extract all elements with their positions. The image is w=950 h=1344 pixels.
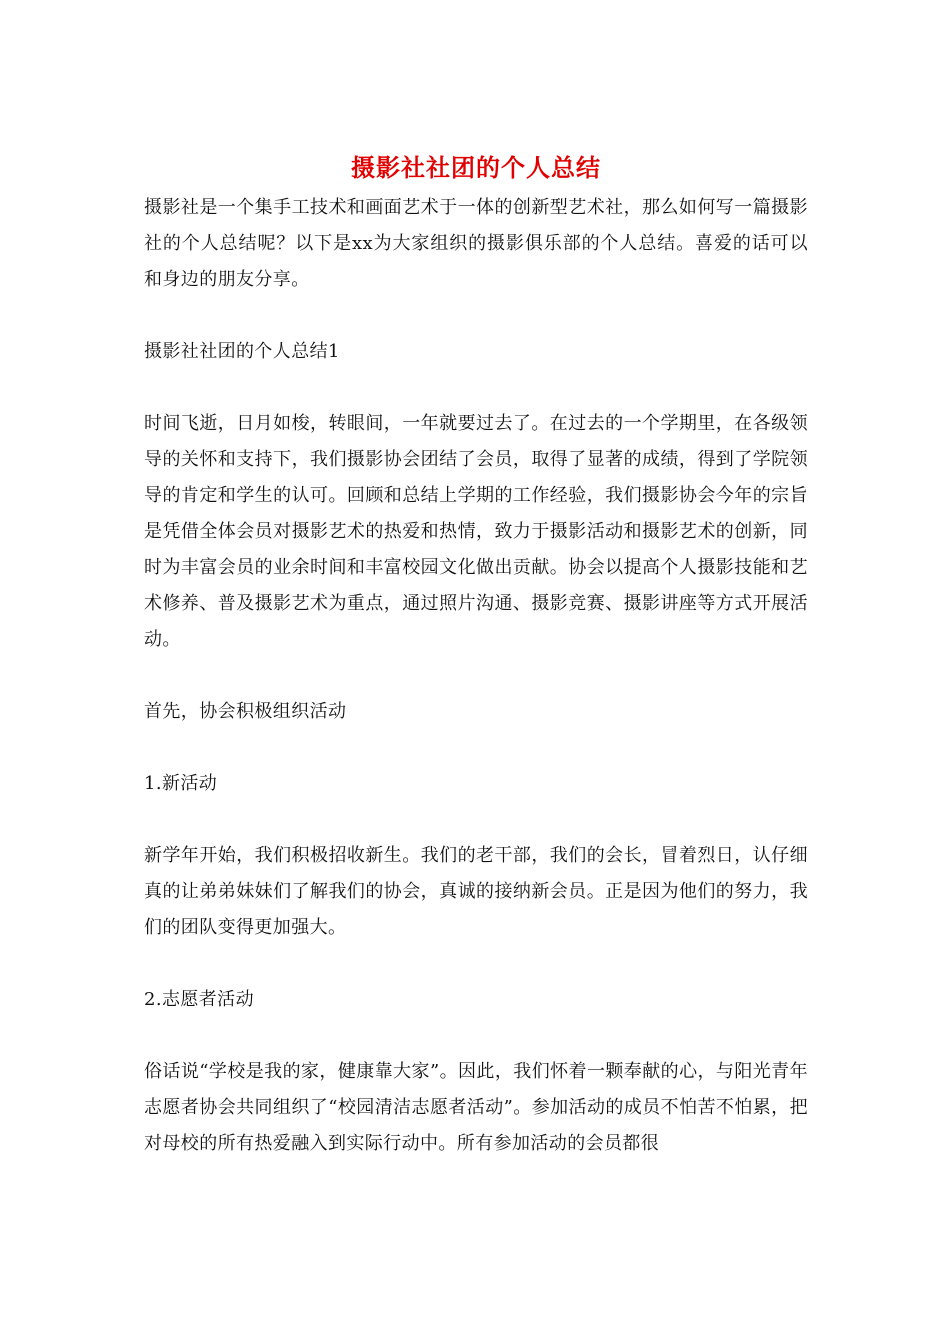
document-body: [144, 150, 808, 1162]
section-heading: 摄影社社团的个人总结1: [144, 341, 340, 362]
list-item-heading: 1.新活动: [144, 773, 218, 794]
body-paragraph: 新学年开始，我们积极招收新生。我们的老干部，我们的会长，冒着烈日，认仔细真的让弟弟妹妹们了解我们的协会，真诚的接纳新会员。正是因为他们的努力，我们的团队变得更加强大。: [144, 845, 808, 938]
document-title: 摄影社社团的个人总结: [351, 153, 601, 182]
subsection-heading: 首先，协会积极组织活动: [144, 701, 347, 722]
list-item-heading: 2.志愿者活动: [144, 989, 254, 1010]
intro-paragraph: 摄影社是一个集手工技术和画面艺术于一体的创新型艺术社，那么如何写一篇摄影社的个人总结呢？以下是xx为大家组织的摄影俱乐部的个人总结。喜爱的话可以和身边的朋友分享。: [144, 197, 808, 290]
body-paragraph: 俗话说“学校是我的家，健康靠大家”。因此，我们怀着一颗奉献的心，与阳光青年志愿者协会共同组织了“校园清洁志愿者活动”。参加活动的成员不怕苦不怕累，把对母校的所有热爱融入到实际行动中。所有参加活动的会员都很: [144, 1061, 808, 1154]
body-paragraph: 时间飞逝，日月如梭，转眼间，一年就要过去了。在过去的一个学期里，在各级领导的关怀和支持下，我们摄影协会团结了会员，取得了显著的成绩，得到了学院领导的肯定和学生的认可。回顾和总结上学期的工作经验，我们摄影协会今年的宗旨是凭借全体会员对摄影艺术的热爱和热情，致力于摄影活动和摄影艺术的创新，同时为丰富会员的业余时间和丰富校园文化做出贡献。协会以提高个人摄影技能和艺术修养、普及摄影艺术为重点，通过照片沟通、摄影竞赛、摄影讲座等方式开展活动。: [144, 413, 808, 650]
